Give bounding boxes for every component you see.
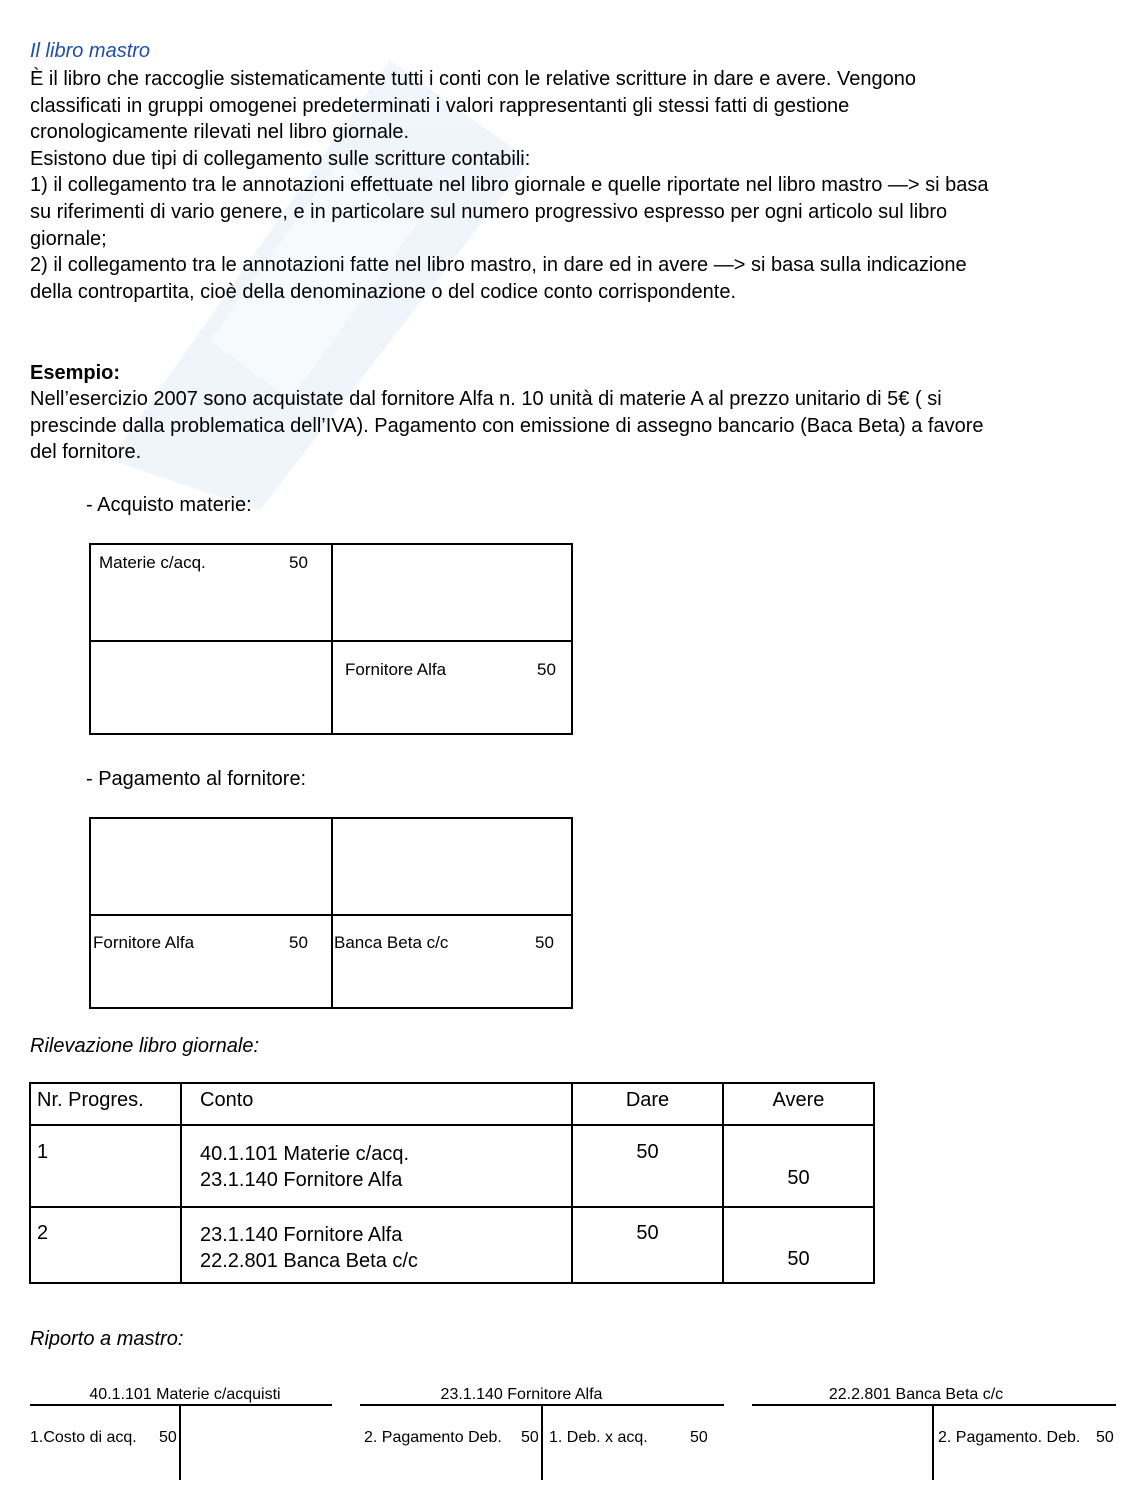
example-line: prescinde dalla problematica dell’IVA). Pagamento con emissione di assegno bancario (Baca Beta) a favore <box>30 414 984 437</box>
acquisto-grid <box>89 543 573 735</box>
t-account-hline <box>30 1404 332 1406</box>
giornale-label: Rilevazione libro giornale: <box>30 1035 260 1057</box>
row-conto-line: 23.1.140 Fornitore Alfa <box>200 1169 403 1191</box>
mastro-right-entry: 2. Pagamento. Deb. <box>938 1429 1081 1446</box>
intro-line: classificati in gruppi omogenei predeterminati i valori rappresentanti gli stessi fatti di gestione <box>30 94 850 117</box>
intro-line: giornale; <box>30 227 107 250</box>
acquisto-cell1-name: Materie c/acq. <box>99 553 206 572</box>
row-conto-line: 22.2.801 Banca Beta c/c <box>200 1250 418 1272</box>
row-conto <box>181 1125 572 1207</box>
mastro-left-entry: 1.Costo di acq. <box>30 1429 137 1446</box>
mastro-label: Riporto a mastro: <box>30 1328 184 1350</box>
row-nr: 2 <box>30 1207 181 1283</box>
mastro-right-entry: 1. Deb. x acq. <box>549 1429 648 1446</box>
example-heading: Esempio: <box>30 362 121 384</box>
mastro-account-title: 40.1.101 Materie c/acquisti <box>89 1386 281 1403</box>
t-account-vline <box>932 1404 934 1480</box>
mastro-right-value: 50 <box>690 1429 708 1446</box>
pagamento-cell4-value: 50 <box>535 933 554 952</box>
table-header-row <box>30 1083 874 1125</box>
acquisto-label: - Acquisto materie: <box>86 494 252 516</box>
intro-line: 2) il collegamento tra le annotazioni fatte nel libro mastro, in dare ed in avere —> si basa sulla indicazione <box>30 254 967 277</box>
mastro-account-title: 22.2.801 Banca Beta c/c <box>828 1386 1004 1403</box>
header-nr: Nr. Progres. <box>30 1083 181 1125</box>
page-title: Il libro mastro <box>30 40 151 62</box>
t-account-hline <box>752 1404 1116 1406</box>
pagamento-cell3-value: 50 <box>289 933 308 952</box>
intro-paragraph <box>30 66 1120 305</box>
acquisto-cell1-value: 50 <box>289 553 308 572</box>
table-row <box>30 1125 874 1207</box>
t-account-vline <box>541 1404 543 1480</box>
giornale-table <box>29 1082 875 1284</box>
mastro-account-title: 23.1.140 Fornitore Alfa <box>440 1386 603 1403</box>
intro-line: 1) il collegamento tra le annotazioni effettuate nel libro giornale e quelle riportate nel libro mastro —> si basa <box>30 174 989 197</box>
table-row <box>30 1207 874 1283</box>
row-dare: 50 <box>572 1125 723 1207</box>
acquisto-cell4-name: Fornitore Alfa <box>345 660 447 679</box>
row-dare: 50 <box>572 1207 723 1283</box>
intro-line: Esistono due tipi di collegamento sulle scritture contabili: <box>30 147 531 170</box>
intro-line: cronologicamente rilevati nel libro giornale. <box>30 121 410 144</box>
mastro-left-value: 50 <box>159 1429 177 1446</box>
row-nr: 1 <box>30 1125 181 1207</box>
intro-line: È il libro che raccoglie sistematicamente tutti i conti con le relative scritture in dare e avere. Vengono <box>30 68 916 90</box>
intro-line: su riferimenti di vario genere, e in particolare sul numero progressivo espresso per ogni articolo sul libro <box>30 200 948 223</box>
header-dare: Dare <box>572 1083 723 1125</box>
row-conto-line: 23.1.140 Fornitore Alfa <box>200 1224 403 1246</box>
pagamento-grid <box>89 817 573 1009</box>
pagamento-cell4-name: Banca Beta c/c <box>334 933 449 952</box>
row-conto <box>181 1207 572 1283</box>
acquisto-cell4-value: 50 <box>537 660 556 679</box>
pagamento-cell3-name: Fornitore Alfa <box>93 933 195 952</box>
t-account-vline <box>179 1404 181 1480</box>
mastro-left-value: 50 <box>521 1429 539 1446</box>
example-line: Nell’esercizio 2007 sono acquistate dal fornitore Alfa n. 10 unità di materie A al prezzo unitario di 5€ ( si <box>30 388 942 410</box>
example-line: del fornitore. <box>30 441 142 464</box>
header-conto: Conto <box>181 1083 572 1125</box>
row-avere: 50 <box>723 1125 874 1207</box>
row-avere: 50 <box>723 1207 874 1283</box>
mastro-left-entry: 2. Pagamento Deb. <box>364 1429 502 1446</box>
mastro-right-value: 50 <box>1096 1429 1114 1446</box>
example-paragraph <box>30 386 1120 466</box>
header-avere: Avere <box>723 1083 874 1125</box>
row-conto-line: 40.1.101 Materie c/acq. <box>200 1143 410 1165</box>
pagamento-label: - Pagamento al fornitore: <box>86 768 307 790</box>
intro-line: della contropartita, cioè della denominazione o del codice conto corrispondente. <box>30 280 737 303</box>
